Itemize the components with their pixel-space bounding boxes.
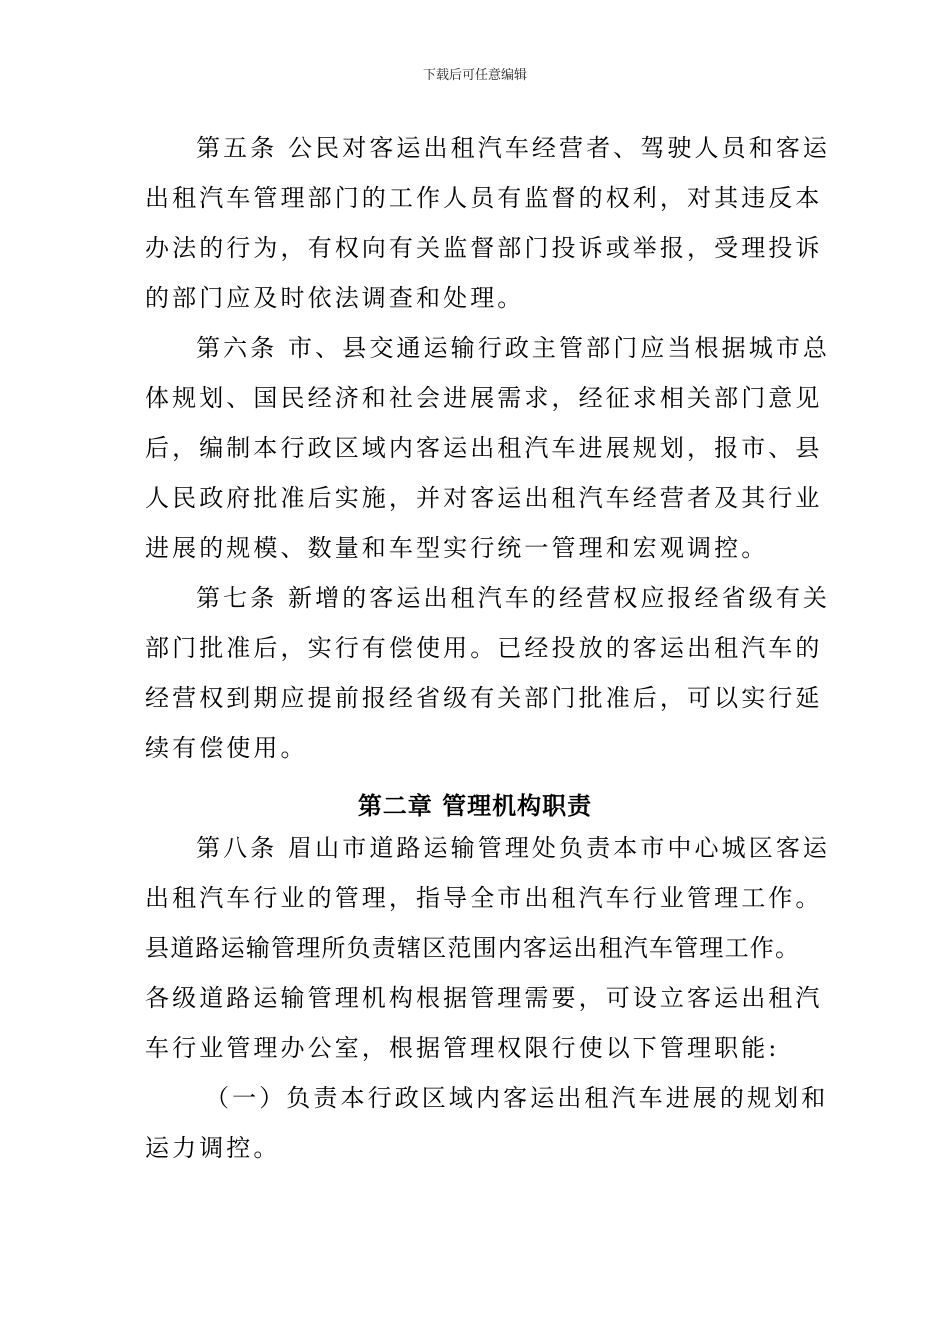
text-line: 第八条 眉山市道路运输管理处负责本市中心城区客运: [196, 834, 831, 862]
text-line: 运力调控。: [145, 1134, 281, 1162]
text-line: 车行业管理办公室，根据管理权限行使以下管理职能:: [145, 1034, 780, 1062]
text-line: 经营权到期应提前报经省级有关部门批准后，可以实行延: [145, 684, 823, 712]
text-line: 第五条 公民对客运出租汽车经营者、驾驶人员和客运: [196, 134, 831, 162]
text-line: 进展的规模、数量和车型实行统一管理和宏观调控。: [145, 534, 769, 562]
text-line: 各级道路运输管理机构根据管理需要，可设立客运出租汽: [145, 984, 823, 1012]
text-line: 县道路运输管理所负责辖区范围内客运出租汽车管理工作。: [145, 934, 801, 962]
text-line: （一）负责本行政区域内客运出租汽车进展的规划和: [205, 1084, 829, 1112]
text-line: 后，编制本行政区域内客运出租汽车进展规划，报市、县: [145, 434, 823, 462]
text-line: 办法的行为，有权向有关监督部门投诉或举报，受理投诉: [145, 234, 823, 262]
text-line: 第六条 市、县交通运输行政主管部门应当根据城市总: [196, 334, 831, 362]
text-line: 的部门应及时依法调查和处理。: [145, 284, 525, 312]
text-line: 人民政府批准后实施，并对客运出租汽车经营者及其行业: [145, 484, 823, 512]
text-line: 续有偿使用。: [145, 734, 308, 762]
text-line: 出租汽车行业的管理，指导全市出租汽车行业管理工作。: [145, 884, 823, 912]
text-line: 出租汽车管理部门的工作人员有监督的权利，对其违反本: [145, 184, 823, 212]
text-line: 部门批准后，实行有偿使用。已经投放的客运出租汽车的: [145, 634, 823, 662]
page-header: 下载后可任意编辑: [422, 68, 527, 83]
text-line: 体规划、国民经济和社会进展需求，经征求相关部门意见: [145, 384, 823, 412]
text-line: 第七条 新增的客运出租汽车的经营权应报经省级有关: [196, 584, 831, 612]
chapter-title: 第二章 管理机构职责: [357, 792, 593, 820]
